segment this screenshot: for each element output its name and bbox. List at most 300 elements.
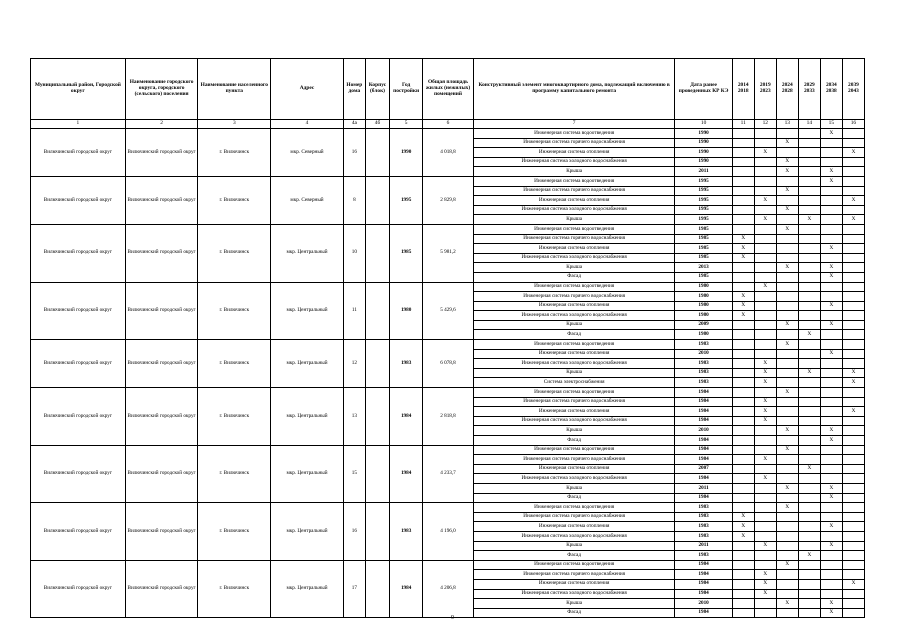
period-mark-cell — [732, 138, 754, 148]
header-settlement: Наименование населенного пункта — [198, 59, 271, 120]
period-mark-cell — [732, 157, 754, 167]
element-name-cell: Инженерная система водоотведения — [473, 503, 675, 513]
period-mark-cell — [798, 282, 820, 292]
period-mark-cell: X — [842, 215, 864, 225]
period-mark-cell — [798, 138, 820, 148]
header-period-2014: 2014 2018 — [732, 59, 754, 120]
period-mark-cell — [842, 464, 864, 474]
element-name-cell: Инженерная система горячего водоснабжения — [473, 186, 675, 196]
period-mark-cell — [842, 522, 864, 532]
year-cell: 1984 — [390, 560, 423, 618]
column-number-row — [31, 120, 865, 129]
settlement-cell: г. Вилючинск — [198, 282, 271, 340]
period-mark-cell — [842, 416, 864, 426]
repair-date-cell: 1984 — [675, 407, 732, 417]
col-number: 7 — [473, 120, 675, 129]
address-cell: мкр. Центральный — [271, 560, 344, 618]
repair-date-cell: 1983 — [675, 522, 732, 532]
repair-date-cell: 1983 — [675, 368, 732, 378]
col-number: 4б — [365, 120, 389, 129]
block-cell — [365, 560, 389, 618]
element-name-cell: Инженерная система водоотведения — [473, 176, 675, 186]
period-mark-cell — [732, 445, 754, 455]
period-mark-cell — [798, 455, 820, 465]
period-mark-cell — [842, 340, 864, 350]
element-name-cell: Инженерная система отопления — [473, 148, 675, 158]
address-cell: мкр. Центральный — [271, 282, 344, 340]
period-mark-cell — [776, 368, 798, 378]
period-mark-cell — [820, 551, 842, 561]
period-mark-cell — [732, 272, 754, 282]
period-mark-cell — [820, 340, 842, 350]
period-mark-cell — [754, 464, 776, 474]
period-mark-cell: X — [754, 215, 776, 225]
header-row — [31, 59, 865, 120]
period-mark-cell: X — [820, 272, 842, 282]
block-cell — [365, 282, 389, 340]
repair-date-cell: 1980 — [675, 292, 732, 302]
period-mark-cell — [820, 378, 842, 388]
period-mark-cell — [732, 388, 754, 398]
period-mark-cell: X — [754, 541, 776, 551]
period-mark-cell — [732, 541, 754, 551]
address-cell: мкр. Северный — [271, 129, 344, 177]
period-mark-cell: X — [842, 148, 864, 158]
header-year: Год постройки — [390, 59, 423, 120]
okrug-cell: Вилючинский городской округ — [125, 388, 198, 446]
period-mark-cell — [798, 493, 820, 503]
period-mark-cell — [820, 503, 842, 513]
period-mark-cell — [842, 455, 864, 465]
period-mark-cell — [820, 205, 842, 215]
col-number: 6 — [423, 120, 474, 129]
repair-date-cell: 1990 — [675, 148, 732, 158]
period-mark-cell — [820, 196, 842, 206]
settlement-cell: г. Вилючинск — [198, 176, 271, 224]
settlement-cell: г. Вилючинск — [198, 560, 271, 618]
repair-date-cell: 2009 — [675, 320, 732, 330]
period-mark-cell — [820, 474, 842, 484]
period-mark-cell: X — [732, 531, 754, 541]
repair-date-cell: 1995 — [675, 215, 732, 225]
period-mark-cell — [732, 340, 754, 350]
period-mark-cell — [776, 378, 798, 388]
repair-date-cell: 2010 — [675, 599, 732, 609]
period-mark-cell: X — [776, 186, 798, 196]
period-mark-cell — [842, 301, 864, 311]
element-name-cell: Инженерная система отопления — [473, 522, 675, 532]
period-mark-cell — [842, 272, 864, 282]
period-mark-cell — [820, 224, 842, 234]
year-cell: 1990 — [390, 129, 423, 177]
header-element: Конструктивный элемент многоквартирного дома, подлежащий включению в программу капитального ремонта — [473, 59, 675, 120]
element-name-cell: Крыша — [473, 368, 675, 378]
period-mark-cell: X — [798, 464, 820, 474]
period-mark-cell: X — [732, 253, 754, 263]
period-mark-cell — [754, 176, 776, 186]
period-mark-cell: X — [776, 224, 798, 234]
address-cell: мкр. Центральный — [271, 503, 344, 561]
area-cell: 6 078,8 — [423, 340, 474, 388]
period-mark-cell — [754, 157, 776, 167]
block-cell — [365, 224, 389, 282]
period-mark-cell: X — [776, 503, 798, 513]
period-mark-cell — [754, 292, 776, 302]
period-mark-cell: X — [820, 493, 842, 503]
element-name-cell: Инженерная система холодного водоснабжения — [473, 253, 675, 263]
repair-date-cell: 1980 — [675, 311, 732, 321]
period-mark-cell: X — [776, 167, 798, 177]
settlement-cell: г. Вилючинск — [198, 129, 271, 177]
period-mark-cell: X — [732, 234, 754, 244]
period-mark-cell — [754, 599, 776, 609]
period-mark-cell — [842, 436, 864, 446]
period-mark-cell — [754, 503, 776, 513]
municipality-cell: Вилючинский городской округ — [31, 340, 126, 388]
year-cell: 1995 — [390, 176, 423, 224]
period-mark-cell — [776, 311, 798, 321]
period-mark-cell: X — [820, 263, 842, 273]
house-number-cell: 15 — [343, 445, 365, 503]
period-mark-cell: X — [754, 196, 776, 206]
period-mark-cell — [754, 330, 776, 340]
period-mark-cell: X — [754, 282, 776, 292]
period-mark-cell — [798, 359, 820, 369]
period-mark-cell — [798, 378, 820, 388]
repair-date-cell: 1984 — [675, 436, 732, 446]
repair-date-cell: 1983 — [675, 551, 732, 561]
element-name-cell: Крыша — [473, 167, 675, 177]
period-mark-cell — [776, 349, 798, 359]
period-mark-cell — [820, 512, 842, 522]
period-mark-cell — [842, 176, 864, 186]
house-number-cell: 10 — [343, 224, 365, 282]
block-cell — [365, 503, 389, 561]
repair-date-cell: 1984 — [675, 388, 732, 398]
header-address: Адрес — [271, 59, 344, 120]
period-mark-cell — [842, 349, 864, 359]
period-mark-cell: X — [754, 579, 776, 589]
period-mark-cell — [732, 330, 754, 340]
repair-date-cell: 2013 — [675, 263, 732, 273]
period-mark-cell — [798, 157, 820, 167]
year-cell: 1980 — [390, 282, 423, 340]
address-cell: мкр. Центральный — [271, 224, 344, 282]
period-mark-cell — [798, 599, 820, 609]
period-mark-cell — [842, 503, 864, 513]
element-name-cell: Инженерная система отопления — [473, 301, 675, 311]
table-row — [31, 340, 865, 350]
period-mark-cell — [754, 436, 776, 446]
repair-date-cell: 1984 — [675, 560, 732, 570]
header-okrug: Наименование городского округа, городского (сельского) поселения — [125, 59, 198, 120]
period-mark-cell — [732, 224, 754, 234]
period-mark-cell — [776, 416, 798, 426]
address-cell: мкр. Центральный — [271, 340, 344, 388]
col-number: 10 — [675, 120, 732, 129]
period-mark-cell — [820, 282, 842, 292]
element-name-cell: Крыша — [473, 215, 675, 225]
period-mark-cell — [732, 560, 754, 570]
repair-date-cell: 1983 — [675, 359, 732, 369]
municipality-cell: Вилючинский городской округ — [31, 224, 126, 282]
element-name-cell: Инженерная система холодного водоснабжения — [473, 157, 675, 167]
repair-date-cell: 1984 — [675, 493, 732, 503]
element-name-cell: Инженерная система водоотведения — [473, 560, 675, 570]
year-cell: 1983 — [390, 340, 423, 388]
period-mark-cell — [842, 541, 864, 551]
table-row — [31, 129, 865, 139]
element-name-cell: Инженерная система горячего водоснабжения — [473, 234, 675, 244]
period-mark-cell — [754, 205, 776, 215]
area-cell: 4 196,0 — [423, 503, 474, 561]
period-mark-cell — [776, 292, 798, 302]
year-cell: 1983 — [390, 503, 423, 561]
repair-date-cell: 1984 — [675, 474, 732, 484]
table-row — [31, 388, 865, 398]
period-mark-cell — [842, 167, 864, 177]
period-mark-cell — [798, 407, 820, 417]
period-mark-cell — [798, 176, 820, 186]
period-mark-cell: X — [776, 483, 798, 493]
repair-date-cell: 1984 — [675, 589, 732, 599]
period-mark-cell — [842, 512, 864, 522]
period-mark-cell — [820, 416, 842, 426]
area-cell: 4 206,8 — [423, 560, 474, 618]
element-name-cell: Инженерная система горячего водоснабжения — [473, 397, 675, 407]
period-mark-cell — [754, 445, 776, 455]
col-number: 14 — [798, 120, 820, 129]
repair-date-cell: 1995 — [675, 186, 732, 196]
period-mark-cell — [842, 570, 864, 580]
period-mark-cell: X — [820, 176, 842, 186]
element-name-cell: Инженерная система водоотведения — [473, 340, 675, 350]
period-mark-cell: X — [798, 368, 820, 378]
period-mark-cell: X — [820, 522, 842, 532]
period-mark-cell — [798, 186, 820, 196]
repair-date-cell: 1984 — [675, 579, 732, 589]
municipality-cell: Вилючинский городской округ — [31, 503, 126, 561]
period-mark-cell — [754, 551, 776, 561]
period-mark-cell — [776, 196, 798, 206]
header-municipality: Муниципальный район, Городской округ — [31, 59, 126, 120]
period-mark-cell — [798, 522, 820, 532]
table-row — [31, 176, 865, 186]
period-mark-cell — [776, 579, 798, 589]
period-mark-cell — [820, 186, 842, 196]
okrug-cell: Вилючинский городской округ — [125, 224, 198, 282]
period-mark-cell — [754, 426, 776, 436]
period-mark-cell: X — [754, 368, 776, 378]
period-mark-cell: X — [754, 378, 776, 388]
period-mark-cell — [776, 551, 798, 561]
period-mark-cell — [776, 512, 798, 522]
period-mark-cell — [732, 464, 754, 474]
house-number-cell: 16 — [343, 503, 365, 561]
municipality-cell: Вилючинский городской округ — [31, 282, 126, 340]
period-mark-cell — [732, 551, 754, 561]
period-mark-cell — [776, 148, 798, 158]
element-name-cell: Инженерная система водоотведения — [473, 282, 675, 292]
period-mark-cell — [820, 397, 842, 407]
element-name-cell: Инженерная система холодного водоснабжения — [473, 205, 675, 215]
period-mark-cell: X — [754, 455, 776, 465]
period-mark-cell — [842, 129, 864, 139]
house-number-cell: 16 — [343, 129, 365, 177]
table-row — [31, 224, 865, 234]
period-mark-cell: X — [754, 359, 776, 369]
period-mark-cell — [798, 436, 820, 446]
element-name-cell: Инженерная система водоотведения — [473, 445, 675, 455]
period-mark-cell: X — [732, 311, 754, 321]
period-mark-cell — [732, 359, 754, 369]
period-mark-cell — [820, 570, 842, 580]
area-cell: 4 018,8 — [423, 129, 474, 177]
house-number-cell: 11 — [343, 282, 365, 340]
period-mark-cell — [754, 234, 776, 244]
okrug-cell: Вилючинский городской округ — [125, 445, 198, 503]
element-name-cell: Инженерная система горячего водоснабжения — [473, 455, 675, 465]
repair-date-cell: 1983 — [675, 378, 732, 388]
element-name-cell: Инженерная система горячего водоснабжения — [473, 570, 675, 580]
period-mark-cell — [798, 416, 820, 426]
element-name-cell: Инженерная система отопления — [473, 407, 675, 417]
period-mark-cell — [754, 349, 776, 359]
settlement-cell: г. Вилючинск — [198, 224, 271, 282]
period-mark-cell: X — [842, 368, 864, 378]
settlement-cell: г. Вилючинск — [198, 340, 271, 388]
element-name-cell: Инженерная система водоотведения — [473, 129, 675, 139]
block-cell — [365, 340, 389, 388]
period-mark-cell — [820, 330, 842, 340]
period-mark-cell — [732, 148, 754, 158]
settlement-cell: г. Вилючинск — [198, 388, 271, 446]
okrug-cell: Вилючинский городской округ — [125, 129, 198, 177]
element-name-cell: Инженерная система водоотведения — [473, 224, 675, 234]
period-mark-cell — [776, 541, 798, 551]
period-mark-cell — [798, 129, 820, 139]
period-mark-cell — [842, 589, 864, 599]
period-mark-cell: X — [820, 349, 842, 359]
period-mark-cell — [798, 426, 820, 436]
col-number: 4а — [343, 120, 365, 129]
period-mark-cell: X — [820, 608, 842, 618]
header-repair-date: Дата ранее проведенных КР КЭ — [675, 59, 732, 120]
col-number: 1 — [31, 120, 126, 129]
area-cell: 5 981,2 — [423, 224, 474, 282]
repair-date-cell: 1995 — [675, 176, 732, 186]
period-mark-cell — [820, 388, 842, 398]
header-period-2024: 2024 2028 — [776, 59, 798, 120]
repair-date-cell: 1995 — [675, 196, 732, 206]
period-mark-cell — [776, 455, 798, 465]
period-mark-cell: X — [754, 397, 776, 407]
element-name-cell: Крыша — [473, 320, 675, 330]
repair-date-cell: 1984 — [675, 416, 732, 426]
period-mark-cell — [776, 359, 798, 369]
period-mark-cell: X — [820, 244, 842, 254]
period-mark-cell — [754, 320, 776, 330]
period-mark-cell — [820, 589, 842, 599]
period-mark-cell — [798, 263, 820, 273]
block-cell — [365, 445, 389, 503]
period-mark-cell — [820, 148, 842, 158]
repair-date-cell: 2011 — [675, 483, 732, 493]
table-row — [31, 445, 865, 455]
period-mark-cell: X — [732, 512, 754, 522]
col-number: 5 — [390, 120, 423, 129]
period-mark-cell — [754, 522, 776, 532]
period-mark-cell: X — [776, 340, 798, 350]
period-mark-cell — [842, 263, 864, 273]
period-mark-cell: X — [820, 129, 842, 139]
period-mark-cell — [732, 589, 754, 599]
period-mark-cell — [798, 292, 820, 302]
period-mark-cell — [754, 340, 776, 350]
period-mark-cell — [798, 196, 820, 206]
period-mark-cell: X — [776, 426, 798, 436]
period-mark-cell — [798, 340, 820, 350]
element-name-cell: Инженерная система холодного водоснабжения — [473, 589, 675, 599]
period-mark-cell — [776, 253, 798, 263]
period-mark-cell — [820, 234, 842, 244]
period-mark-cell — [754, 224, 776, 234]
house-number-cell: 8 — [343, 176, 365, 224]
period-mark-cell — [732, 186, 754, 196]
period-mark-cell — [798, 388, 820, 398]
element-name-cell: Инженерная система холодного водоснабжения — [473, 531, 675, 541]
period-mark-cell: X — [820, 483, 842, 493]
period-mark-cell — [798, 320, 820, 330]
period-mark-cell: X — [820, 167, 842, 177]
period-mark-cell — [842, 157, 864, 167]
period-mark-cell: X — [776, 263, 798, 273]
element-name-cell: Инженерная система отопления — [473, 196, 675, 206]
period-mark-cell — [798, 167, 820, 177]
house-number-cell: 12 — [343, 340, 365, 388]
period-mark-cell — [798, 349, 820, 359]
period-mark-cell — [820, 311, 842, 321]
period-mark-cell — [842, 388, 864, 398]
period-mark-cell — [842, 224, 864, 234]
element-name-cell: Инженерная система отопления — [473, 349, 675, 359]
repair-date-cell: 1983 — [675, 531, 732, 541]
period-mark-cell — [798, 253, 820, 263]
element-name-cell: Инженерная система холодного водоснабжения — [473, 311, 675, 321]
period-mark-cell — [732, 599, 754, 609]
okrug-cell: Вилючинский городской округ — [125, 176, 198, 224]
period-mark-cell — [798, 483, 820, 493]
period-mark-cell — [776, 570, 798, 580]
period-mark-cell: X — [842, 196, 864, 206]
element-name-cell: Фасад — [473, 608, 675, 618]
period-mark-cell — [842, 445, 864, 455]
period-mark-cell — [754, 560, 776, 570]
period-mark-cell — [820, 531, 842, 541]
period-mark-cell: X — [776, 205, 798, 215]
repair-date-cell: 1984 — [675, 397, 732, 407]
period-mark-cell — [798, 224, 820, 234]
area-cell: 2 829,8 — [423, 176, 474, 224]
period-mark-cell: X — [732, 522, 754, 532]
period-mark-cell — [776, 531, 798, 541]
element-name-cell: Инженерная система отопления — [473, 244, 675, 254]
capital-repair-table — [30, 58, 865, 618]
element-name-cell: Инженерная система горячего водоснабжения — [473, 512, 675, 522]
area-cell: 2 818,8 — [423, 388, 474, 446]
period-mark-cell — [798, 244, 820, 254]
repair-date-cell: 1980 — [675, 282, 732, 292]
